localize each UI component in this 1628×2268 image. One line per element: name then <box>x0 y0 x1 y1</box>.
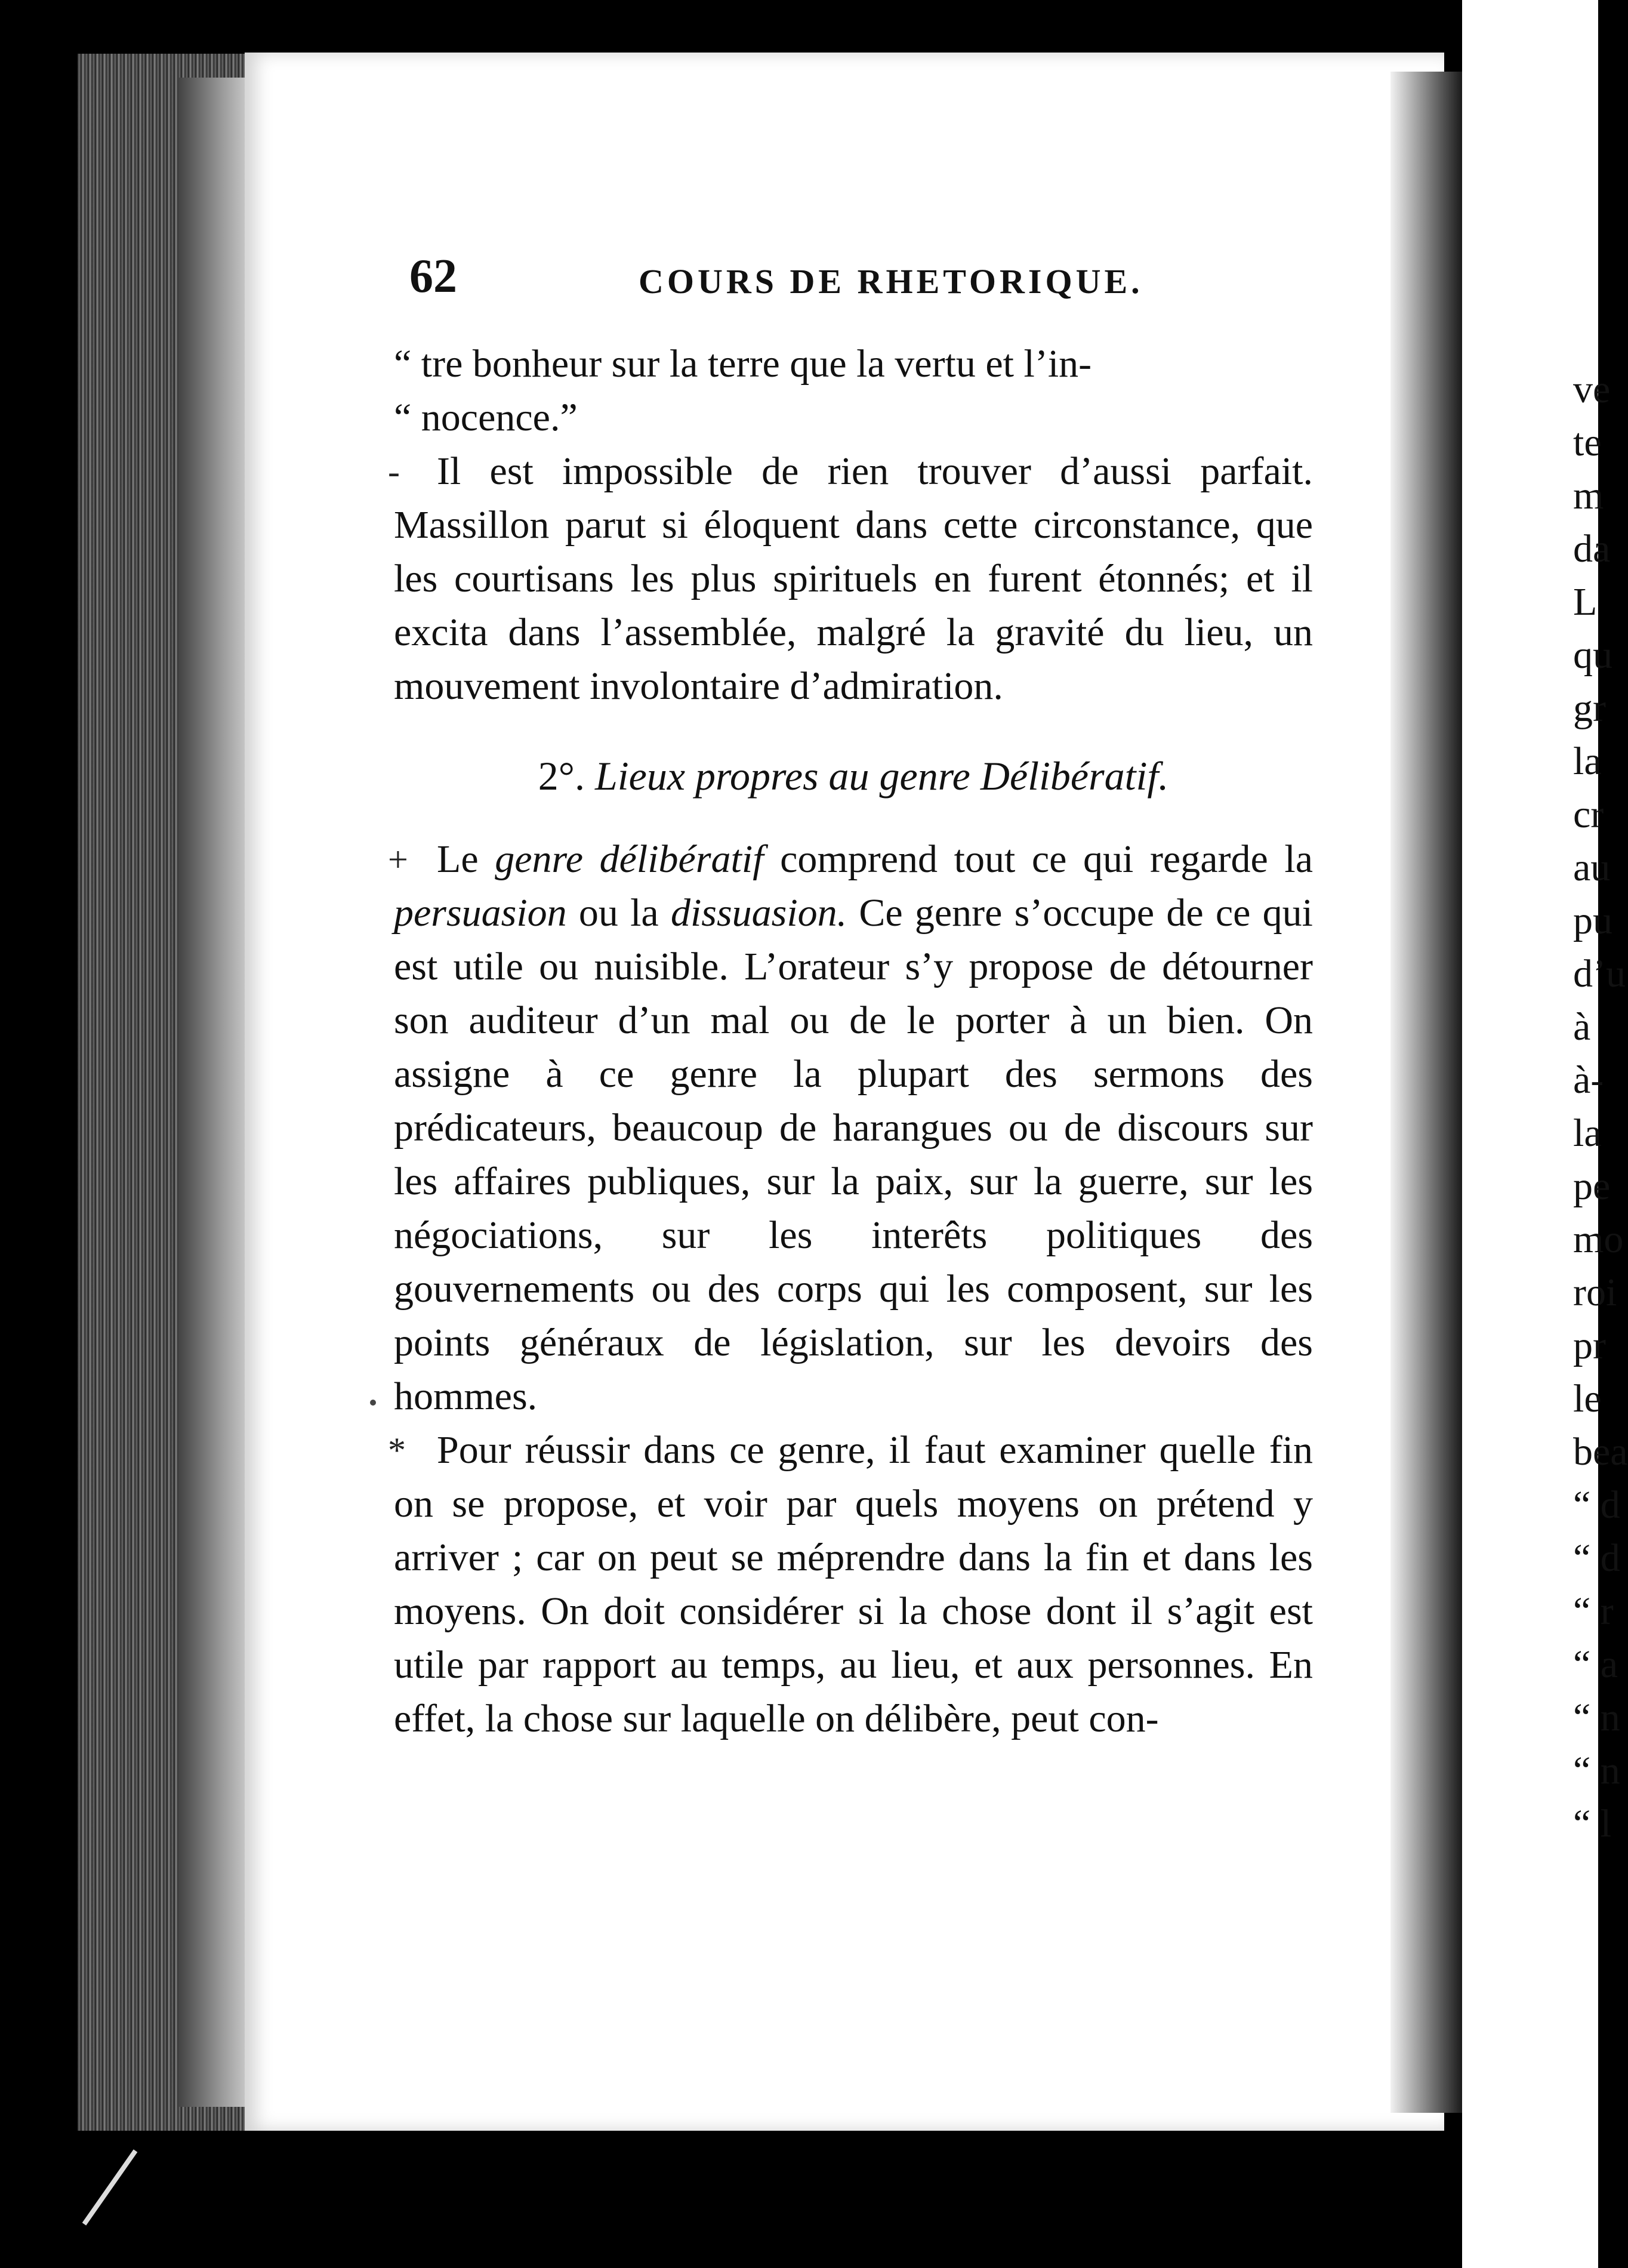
next-page-line-fragment: pr <box>1573 1324 1606 1367</box>
next-page-line-fragment: d’u <box>1573 952 1626 996</box>
p2-rest: Ce genre s’occupe de ce qui est utile ou nuisible. L’orateur s’y propose de détourner son auditeur d’un mal ou de le porter à un bien. On assigne à ce genre la plupart des sermons des prédicateurs, beaucoup de harangues ou de discours sur les affaires publiques, sur la paix, sur la guerre, sur les négociations, sur les interêts politiques des gouvernements ou des corps qui les composent, sur les points généraux de législation, sur les devoirs des hommes. <box>394 891 1314 1418</box>
next-page-line-fragment: cr <box>1573 793 1604 836</box>
page-number: 62 <box>409 250 457 303</box>
next-page-line-fragment: “ n <box>1573 1696 1620 1739</box>
next-page-fragment <box>1462 0 1628 2268</box>
p2-start: Le <box>437 837 479 881</box>
next-page-line-fragment: mo <box>1573 1218 1624 1261</box>
margin-dash-mark: - <box>388 452 400 491</box>
scan-artifact-dot <box>370 1400 376 1406</box>
next-page-line-fragment: “ d <box>1573 1483 1620 1527</box>
text-block <box>388 337 1314 1746</box>
p2-term-genre: genre délibératif <box>495 837 764 881</box>
next-page-line-fragment: “ r <box>1573 1589 1614 1633</box>
p2-term-dissuasion: dissuasion. <box>670 891 847 935</box>
next-page-line-fragment: pe <box>1573 1164 1611 1208</box>
margin-asterisk-mark: * <box>388 1431 406 1470</box>
paragraph-2 <box>394 833 1313 1423</box>
section-number: 2°. <box>538 753 585 799</box>
scan-artifact-line <box>82 2149 138 2225</box>
next-page-line-fragment: L <box>1573 580 1598 624</box>
next-page-line-fragment: à <box>1573 1005 1591 1049</box>
quote-line-2: “ nocence.” <box>394 396 578 439</box>
paragraph-3: Pour réussir dans ce genre, il faut examiner quelle fin on se propose, et voir par quels moyens on prétend y arriver ; car on peut se méprendre dans la fin et dans les moyens. On doit considérer si la chose dont il s’agit est utile par rapport au temps, au lieu, et aux personnes. En effet, la chose sur laquelle on délibère, peut con- <box>394 1428 1313 1740</box>
p2-term-persuasion: persuasion <box>394 891 567 935</box>
next-page-line-fragment: “ a <box>1573 1643 1618 1686</box>
section-heading <box>394 749 1313 803</box>
next-page-line-fragment: pu <box>1573 899 1612 942</box>
next-page-line-fragment: roi <box>1573 1271 1617 1314</box>
paragraph-1: Il est impossible de rien trouver d’aussi parfait. Massillon parut si éloquent dans cette circonstance, que les courtisans les plus spirituels en furent étonnés; et il excita dans l’assemblée, malgré la gravité du lieu, un mouvement involontaire d’admiration. <box>394 449 1313 708</box>
next-page-line-fragment: da <box>1573 527 1611 571</box>
next-page-line-fragment: qu <box>1573 633 1612 677</box>
next-page-line-fragment: “ d <box>1573 1536 1620 1580</box>
next-page-line-fragment: à- <box>1573 1058 1604 1102</box>
p2-mid1: comprend tout ce qui regarde la <box>780 837 1313 881</box>
margin-tick-mark: + <box>388 840 408 879</box>
section-title: Lieux propres au genre Délibératif. <box>594 753 1169 799</box>
next-page-line-fragment: bea <box>1573 1430 1628 1474</box>
p2-mid2: ou la <box>578 891 659 935</box>
next-page-line-fragment: “ l <box>1573 1802 1612 1845</box>
page-stack-shadow <box>179 78 251 2107</box>
next-page-line-fragment: m <box>1573 474 1604 517</box>
next-page-line-fragment: “ n <box>1573 1749 1620 1792</box>
running-title: COURS DE RHETORIQUE. <box>639 262 1143 301</box>
next-page-line-fragment: le <box>1573 1377 1602 1420</box>
quote-line-1: “ tre bonheur sur la terre que la vertu et l’in- <box>394 342 1092 386</box>
next-page-line-fragment: la <box>1573 739 1602 783</box>
next-page-line-fragment: ve <box>1573 368 1611 411</box>
book-gutter <box>1390 72 1462 2113</box>
next-page-line-fragment: la <box>1573 1111 1602 1155</box>
next-page-line-fragment: gr <box>1573 686 1606 730</box>
next-page-line-fragment: au <box>1573 846 1611 889</box>
next-page-line-fragment: te <box>1573 421 1602 464</box>
